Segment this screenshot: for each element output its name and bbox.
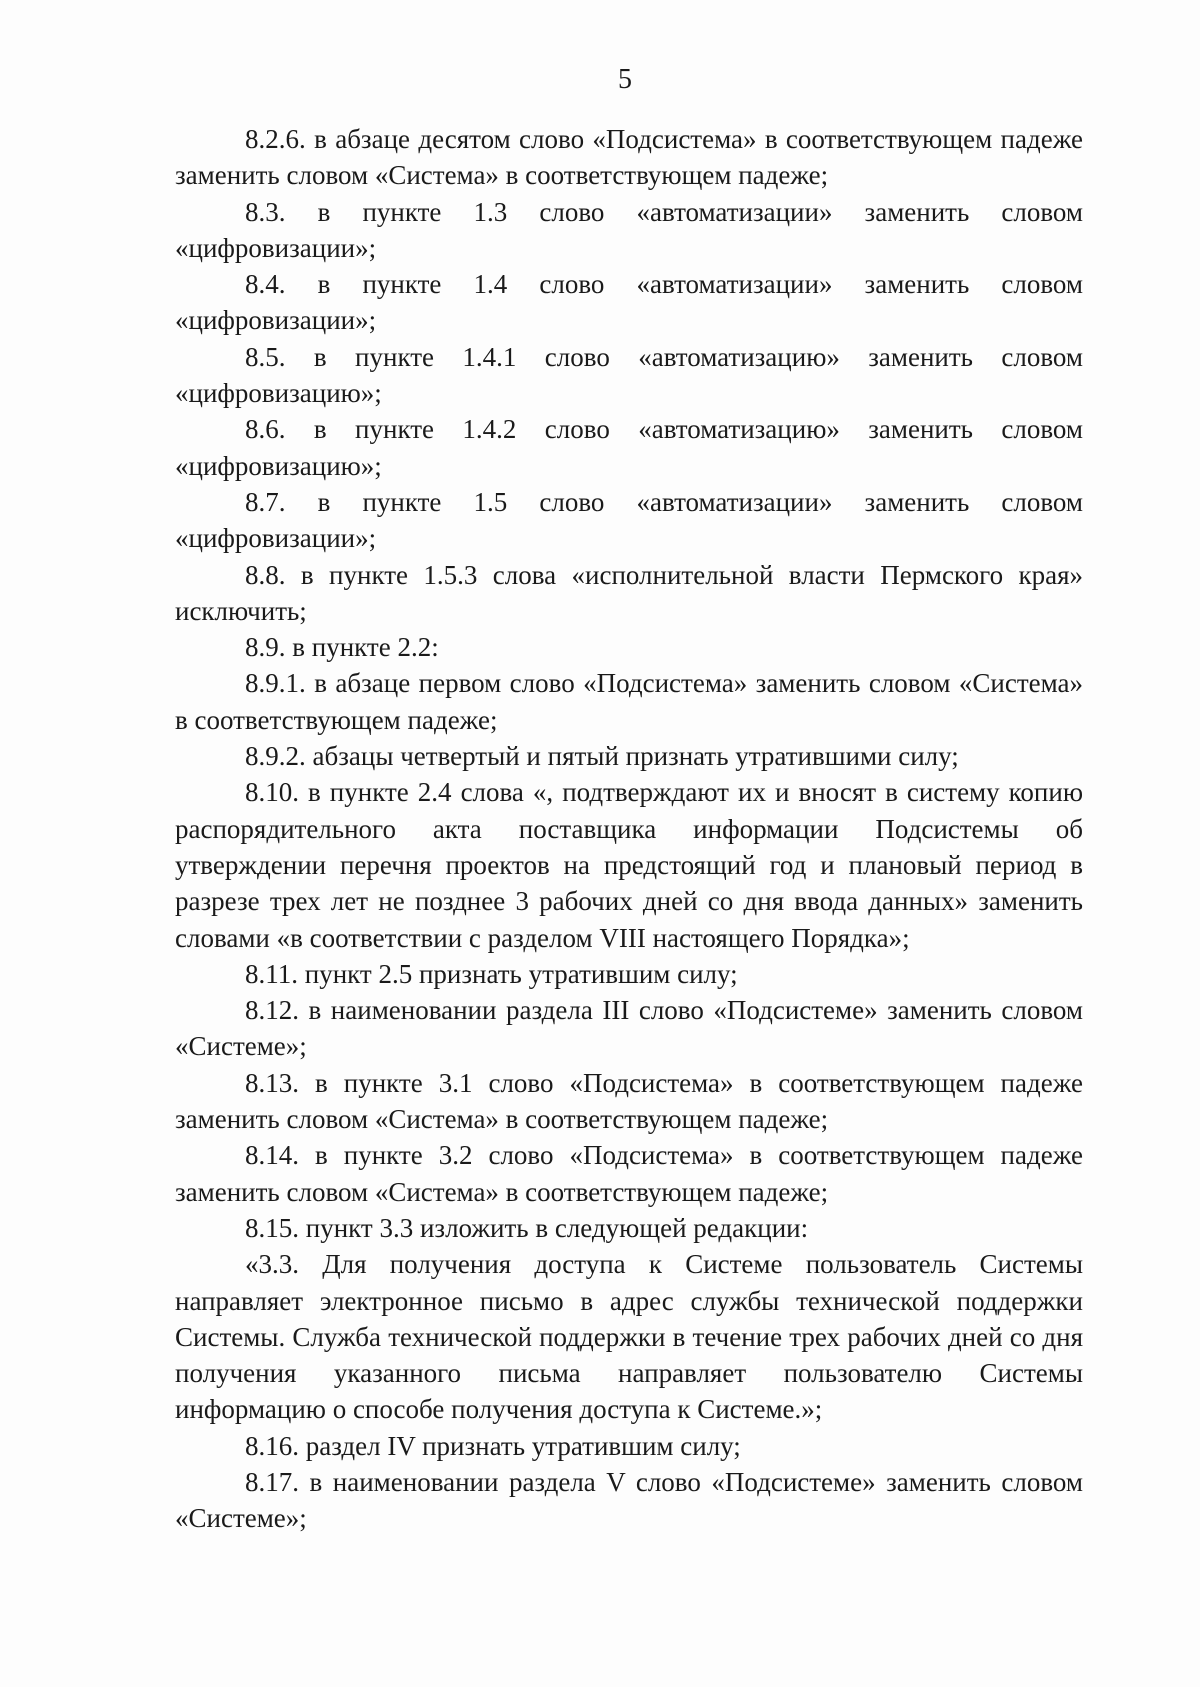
paragraph-8-10: 8.10. в пункте 2.4 слова «, подтверждают их и вносят в систему копию распорядительного акта поставщика информации Подсистемы об утверждении перечня проектов на предстоящий год и плановый период в разрезе трех лет не позднее 3 рабочих дней со дня ввода данных» заменить словами «в соответствии с разделом VIII настоящего Порядка»; bbox=[175, 777, 1083, 953]
document-body bbox=[175, 121, 1083, 1537]
paragraph-8-11: 8.11. пункт 2.5 признать утратившим силу; bbox=[245, 958, 738, 989]
paragraph-8-8: 8.8. в пункте 1.5.3 слова «исполнительной власти Пермского края» исключить; bbox=[175, 559, 1083, 626]
paragraph-8-6: 8.6. в пункте 1.4.2 слово «автоматизацию» заменить словом «цифровизацию»; bbox=[175, 414, 1083, 481]
paragraph-8-4: 8.4. в пункте 1.4 слово «автоматизации» заменить словом «цифровизации»; bbox=[175, 269, 1083, 336]
paragraph-8-2-6: 8.2.6. в абзаце десятом слово «Подсистема» в соответствующем падеже заменить словом «Система» в соответствующем падеже; bbox=[175, 124, 1083, 191]
paragraph-8-3: 8.3. в пункте 1.3 слово «автоматизации» заменить словом «цифровизации»; bbox=[175, 196, 1083, 263]
paragraph-8-7: 8.7. в пункте 1.5 слово «автоматизации» заменить словом «цифровизации»; bbox=[175, 486, 1083, 554]
paragraph-8-13: 8.13. в пункте 3.1 слово «Подсистема» в соответствующем падеже заменить словом «Система» в соответствующем падеже; bbox=[175, 1067, 1083, 1135]
paragraph-8-14: 8.14. в пункте 3.2 слово «Подсистема» в соответствующем падеже заменить словом «Система» в соответствующем падеже; bbox=[175, 1140, 1083, 1207]
paragraph-8-9: 8.9. в пункте 2.2: bbox=[245, 632, 439, 663]
paragraph-8-5: 8.5. в пункте 1.4.1 слово «автоматизацию» заменить словом «цифровизацию»; bbox=[175, 341, 1083, 409]
paragraph-quoted-3-3: «3.3. Для получения доступа к Системе пользователь Системы направляет электронное письмо в адрес службы технической поддержки Системы. Служба технической поддержки в течение трех рабочих дней со дня получения указанного письма направляет пользователю Системы информацию о способе получения доступа к Системе.»; bbox=[175, 1249, 1083, 1425]
paragraph-8-16: 8.16. раздел IV признать утратившим силу; bbox=[245, 1430, 741, 1461]
paragraph-8-17: 8.17. в наименовании раздела V слово «Подсистеме» заменить словом «Системе»; bbox=[175, 1466, 1083, 1534]
paragraph-8-9-1: 8.9.1. в абзаце первом слово «Подсистема» заменить словом «Система» в соответствующем падеже; bbox=[175, 668, 1083, 735]
paragraph-8-15: 8.15. пункт 3.3 изложить в следующей редакции: bbox=[245, 1212, 809, 1243]
paragraph-8-9-2: 8.9.2. абзацы четвертый и пятый признать утратившими силу; bbox=[245, 741, 959, 772]
page-number: 5 bbox=[618, 64, 632, 95]
paragraph-8-12: 8.12. в наименовании раздела III слово «Подсистеме» заменить словом «Системе»; bbox=[175, 995, 1083, 1062]
